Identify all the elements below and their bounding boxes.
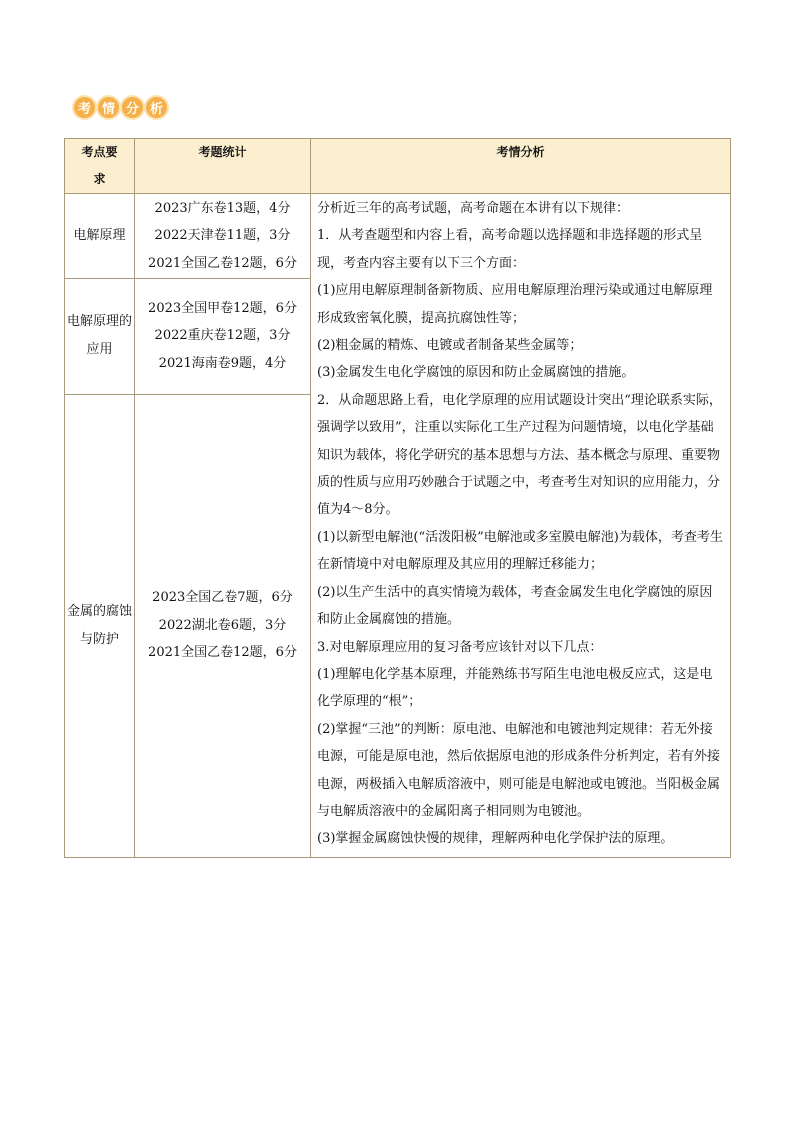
analysis-paragraph: (1)应用电解原理制备新物质、应用电解原理治理污染或通过电解原理形成致密氧化膜，提高抗腐蚀性等；	[317, 283, 713, 326]
stat-line: 2022湖北卷6题，3分	[158, 617, 287, 633]
badge-char: 考	[74, 97, 95, 118]
analysis-paragraph: (2)掌握“三池”的判断：原电池、电解池和电镀池判定规律：若无外接电源，可能是原电池，然后依据原电池的形成条件分析判定，若有外接电源，两极插入电解质溶液中，则可能是电解池或电镀池。当阳极金属与电解质溶液中的金属阳离子相同则为电镀池。	[317, 721, 721, 819]
badge-char: 分	[122, 97, 143, 118]
section-badge	[74, 94, 167, 120]
stats-cell	[135, 278, 311, 394]
topic-cell: 电解原理的应用	[65, 278, 135, 394]
analysis-paragraph: (1)以新型电解池(“活泼阳极”电解池或多室膜电解池)为载体，考查考生在新情境中对电解原理及其应用的理解迁移能力；	[317, 529, 723, 573]
exam-analysis-table	[64, 138, 731, 858]
analysis-paragraph: 2．从命题思路上看，电化学原理的应用试题设计突出“理论联系实际，强调学以致用”，注重以实际化工生产过程为问题情境，以电化学基础知识为载体，将化学研究的基本思想与方法、基本概念与原理、重要物质的性质与应用巧妙融合于试题之中，考查考生对知识的应用能力，分值为4～8分。	[317, 392, 722, 518]
stat-line: 2021海南卷9题，4分	[158, 355, 287, 371]
analysis-paragraph: (2)以生产生活中的真实情境为载体，考查金属发生电化学腐蚀的原因和防止金属腐蚀的措施。	[317, 584, 713, 628]
stat-line: 2023全国甲卷12题，6分	[148, 300, 297, 316]
stat-line: 2022重庆卷12题，3分	[154, 328, 291, 344]
stat-line: 2021全国乙卷12题，6分	[148, 645, 297, 661]
table-header-row	[65, 139, 731, 194]
stat-line: 2022天津卷11题，3分	[154, 228, 291, 244]
analysis-cell	[311, 194, 731, 858]
analysis-paragraph: (1)理解电化学基本原理，并能熟练书写陌生电池电极反应式，这是电化学原理的“根”；	[317, 666, 713, 710]
analysis-paragraph: 1．从考查题型和内容上看，高考命题以选择题和非选择题的形式呈现，考查内容主要有以下三个方面：	[317, 228, 703, 271]
header-topic: 考点要求	[65, 139, 135, 194]
stat-line: 2021全国乙卷12题，6分	[148, 255, 297, 271]
analysis-paragraph: 分析近三年的高考试题，高考命题在本讲有以下规律：	[317, 201, 630, 216]
header-stats: 考题统计	[135, 139, 311, 194]
badge-char: 析	[146, 97, 167, 118]
table-row	[65, 194, 731, 279]
topic-cell: 电解原理	[65, 194, 135, 279]
analysis-paragraph: 3.对电解原理应用的复习备考应该针对以下几点：	[317, 639, 603, 655]
stats-cell	[135, 194, 311, 279]
header-analysis: 考情分析	[311, 139, 731, 194]
topic-cell: 金属的腐蚀与防护	[65, 394, 135, 857]
analysis-paragraph: (3)掌握金属腐蚀快慢的规律，理解两种电化学保护法的原理。	[317, 831, 674, 847]
badge-char: 情	[98, 97, 119, 118]
stats-cell	[135, 394, 311, 857]
stat-line: 2023广东卷13题，4分	[154, 200, 291, 216]
analysis-paragraph: (3)金属发生电化学腐蚀的原因和防止金属腐蚀的措施。	[317, 365, 635, 381]
stat-line: 2023全国乙卷7题，6分	[152, 590, 293, 606]
analysis-paragraph: (2)粗金属的精炼、电镀或者制备某些金属等；	[317, 338, 583, 354]
